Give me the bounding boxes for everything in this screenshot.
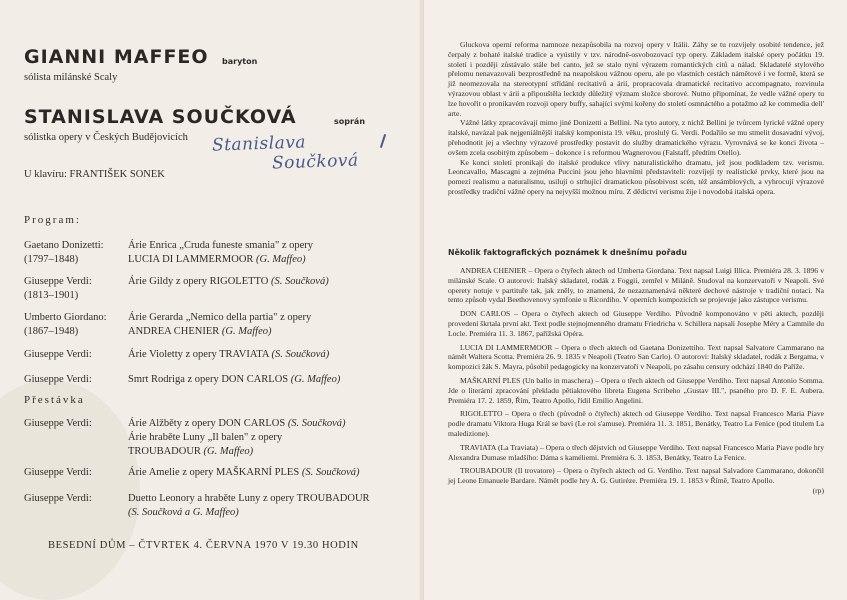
note-paragraph: RIGOLETTO – Opera o třech (původně o čtyřech) aktech od Giuseppe Verdiho. Text napsal Francesco Maria Piave podle dramatu Viktora Huga Král se baví (Le roi s'amuse). Premiéra 11. 3. 1851, Benátky, Teatro La Fenice (pod titulem La maledizione). (448, 409, 824, 438)
opera-title: ANDREA CHENIER (128, 326, 220, 337)
performer-credit: (S. Součková) (287, 418, 346, 429)
composer-name: Giuseppe Verdi: (24, 493, 92, 504)
composer-name: Giuseppe Verdi: (24, 418, 92, 429)
composer (24, 311, 129, 339)
performer-credit: (S. Součková) (271, 349, 330, 360)
notes-list (448, 266, 824, 496)
piano-accompanist: U klavíru: FRANTIŠEK SONEK (24, 169, 165, 180)
work-line: Smrt Rodriga z opery DON CARLOS (128, 374, 289, 385)
performer-credit: (S. Součková) (301, 467, 360, 478)
composer-name: Giuseppe Verdi: (24, 374, 92, 385)
work (128, 492, 408, 520)
work-line: Árie Alžběty z opery DON CARLOS (128, 418, 286, 429)
work-line: Árie Violetty z opery TRAVIATA (128, 349, 269, 360)
performer2-desc: sólistka opery v Českých Budějovicích (24, 132, 188, 143)
performer1-name: GIANNI MAFFEO (24, 46, 209, 68)
opera-title: TROUBADOUR (128, 446, 201, 457)
intro-text (448, 40, 824, 197)
work-line: Árie hraběte Luny „Il balen" z opery (128, 432, 283, 443)
intro-paragraph: Vážné látky zpracovávají mimo jiné Donizetti a Bellini. Na tyto autory, z nichž Bellini je tvůrcem lyrické vážné opery italské, navázal pak nejgeniálnější italský komponista 19. věku, proslulý G. Verdi. Podařilo se mu stmelit dosavadní vývoj, přehodnotit jej a všechny výrazové prostředky postavit do služby dramatického výrazu. Vyrovnává se ke konci života – ovšem zcela osobitým způsobem – dokonce i s reformou Wagnerovou (Falstaff, předtím Otello). (448, 118, 824, 157)
work-line: Duetto Leonory a hraběte Luny z opery TROUBADOUR (128, 493, 370, 504)
note-paragraph: MAŠKARNÍ PLES (Un ballo in maschera) – Opera o třech aktech od Giuseppe Verdiho. Text napsal Antonio Somma. Jde o literární zpracování překladu pětiaktového libreta Eugena Scribeho „Gustav III.", psaného pro D. F. E. Aubera. Premiéra 17. 2. 1859, Řím, Teatro Apollo, řídil Emilio Angelini. (448, 375, 824, 405)
intermission-heading: Přestávka (24, 394, 85, 406)
composer-name: Giuseppe Verdi: (24, 467, 92, 478)
right-page (424, 0, 847, 600)
signature-stroke (380, 134, 386, 148)
composer-name: Umberto Giordano: (24, 312, 107, 323)
work-line: Árie Enrica „Cruda funeste smania" z opery (128, 240, 314, 251)
performer-credit: (S. Součková) (270, 276, 329, 287)
program-row (24, 492, 404, 520)
program-row (24, 466, 404, 480)
note-paragraph: DON CARLOS – Opera o čtyřech aktech od Giuseppe Verdiho. Původně komponováno v pěti aktech, později provedení škrtala první akt. Text podle stejnojmenného dramatu Friedricha v. Schillera napsali Josephe Méry a Cammile du Locle. Premiéra 11. 3. 1867, pařížská Opéra. (448, 309, 824, 338)
handwritten-signature-line1: Stanislava (211, 132, 307, 156)
performer-credit: (G. Maffeo) (203, 446, 254, 457)
performer-credit: (S. Součková a G. Maffeo) (128, 507, 239, 518)
performer1-desc: sólista milánské Scaly (24, 72, 118, 83)
work (128, 275, 408, 289)
composer (24, 275, 129, 303)
program-row (24, 373, 404, 387)
program-row (24, 275, 404, 303)
performer1-voice: baryton (222, 57, 258, 66)
performer-credit: (G. Maffeo) (256, 254, 306, 265)
composer (24, 239, 129, 267)
composer-name: Giuseppe Verdi: (24, 349, 92, 360)
notes-heading: Několik faktografických poznámek k dnešnímu pořadu (448, 248, 687, 257)
note-paragraph: ANDREA CHENIER – Opera o čtyřech aktech od Umberta Giordana. Text napsal Luigi Illica. Premiéra 28. 3. 1896 v milánské Scale. O autorovi: Italský skladatel, rodák z Foggii, zemřel v Miláně. Studoval na konzervatoři v Neapoli. Své operety notuje v partituře tak, jak zněly, to znamená, že nezaznamenává některé dechové nástroje v tradiční notaci. Na tento způsob vydal Beethovenovy symfonie u Ricordiho. V operních kompozicích se projevuje jako zástupce verismu. (448, 266, 824, 305)
note-paragraph: TROUBADOUR (Il trovatore) – Opera o čtyřech aktech od G. Verdiho. Text napsal Salvadore Cammarano, dokončil jej Leone Emanuele Bardare. Námět podle hry A. G. Gutiréze. Premiéra 19. 1. 1853 v Římě, Teatro Apollo. (448, 466, 824, 486)
work-line: Árie Amelie z opery MAŠKARNÍ PLES (128, 467, 300, 478)
performer-credit: (G. Maffeo) (221, 326, 272, 337)
program-row (24, 239, 404, 267)
composer-name: Giuseppe Verdi: (24, 276, 92, 287)
program-heading: Program: (24, 214, 81, 226)
composer-years: (1867–1948) (24, 326, 79, 337)
intro-paragraph: Gluckova operní reforma namnoze nezapůsobila na rozvoj opery v Itálii. Záhy se tu rozvíjely osobité tendence, jež čerpaly z bohaté italské tradice a vyústily v tzv. národně-osvobozovací typ opery. Základem italské opery počátku 19. století i později zůstávalo stále bel canto, jež se stalo nyní výrazem romantických citů a nálad. Skladatelé stylového přelomu nenavazovali bezprostředně na neapolskou vážnou operu, ale po vlastních cestách námětové i ve formě, která se již neomezovala na stereotypní střídání recitativů a árií, propracovala dramatické recitativo accompagnato, rozvinula výrazovou oblast v árii a připouštěla lecktdy důležitý význam složce sborové. Nutno připomínat, že vedle vážné opery tu lze hovořit o pronikavém rozvoji opery buffy, sahající svými kořeny do století osmnáctého a potažmo až ke commedia dell' arte. (448, 40, 824, 118)
performer2-name: STANISLAVA SOUČKOVÁ (24, 106, 297, 128)
work (128, 239, 408, 267)
work (128, 417, 408, 459)
program-row (24, 311, 404, 339)
left-page (0, 0, 420, 600)
event-venue-date: BESEDNÍ DŮM – ČTVRTEK 4. ČERVNA 1970 V 19.30 HODIN (48, 540, 359, 551)
program-row (24, 348, 404, 362)
handwritten-signature-line2: Součková (271, 150, 359, 174)
composer-years: (1797–1848) (24, 254, 79, 265)
performer2-voice: soprán (334, 117, 366, 126)
performer-credit: (G. Maffeo) (290, 374, 341, 385)
opera-title: LUCIA DI LAMMERMOOR (128, 254, 254, 265)
work-line: Árie Gildy z opery RIGOLETTO (128, 276, 269, 287)
intro-paragraph: Ke konci století pronikají do italské produkce vlivy naturalistického dramatu, jež jsou podkladem tzv. verismu. Leoncavallo, Mascagni a zejména Puccini jsou jeho hlavními představiteli: rozvíjejí ty realistické prvky, které jsou na pomezí realismu a naturalismu, usilují o strhující dramatickou působivost scén, též ansámblových, a vyhrocují výrazové prostředky tradiční vážné opery na nejvyšší možnou míru. Z dědictví verismu žije i novodobá italská opera. (448, 157, 824, 196)
work (128, 311, 408, 339)
paper-stain (0, 380, 140, 600)
work-line: Árie Gerarda „Nemico della partia" z opery (128, 312, 312, 323)
note-paragraph: TRAVIATA (La Traviata) – Opera o třech dějstvích od Giuseppe Verdiho. Text napsal Francesco Maria Piave podle hry Alexandra Dumase mladšího: Dáma s kaméliemi. Premiéra 6. 3. 1853, Benátky, Teatro La Fenice. (448, 442, 824, 462)
composer-years: (1813–1901) (24, 290, 79, 301)
program-row (24, 417, 404, 459)
composer-name: Gaetano Donizetti: (24, 240, 104, 251)
author-initials: (rp) (812, 485, 824, 495)
note-paragraph: LUCIA DI LAMMERMOOR – Opera o třech aktech od Gaetana Donizettiho. Text napsal Salvatore Cammarano na námět Waltera Scotta. Premiéra 26. 9. 1835 v Neapoli (Teatro San Carlo). O autorovi: Italský skladatel, rodák z Bergama, v kompozici žák S. Mayra, působil pedagogicky na konzervatoři v Neapoli, po zásahu censury odchází 1840 do Paříže. (448, 342, 824, 372)
